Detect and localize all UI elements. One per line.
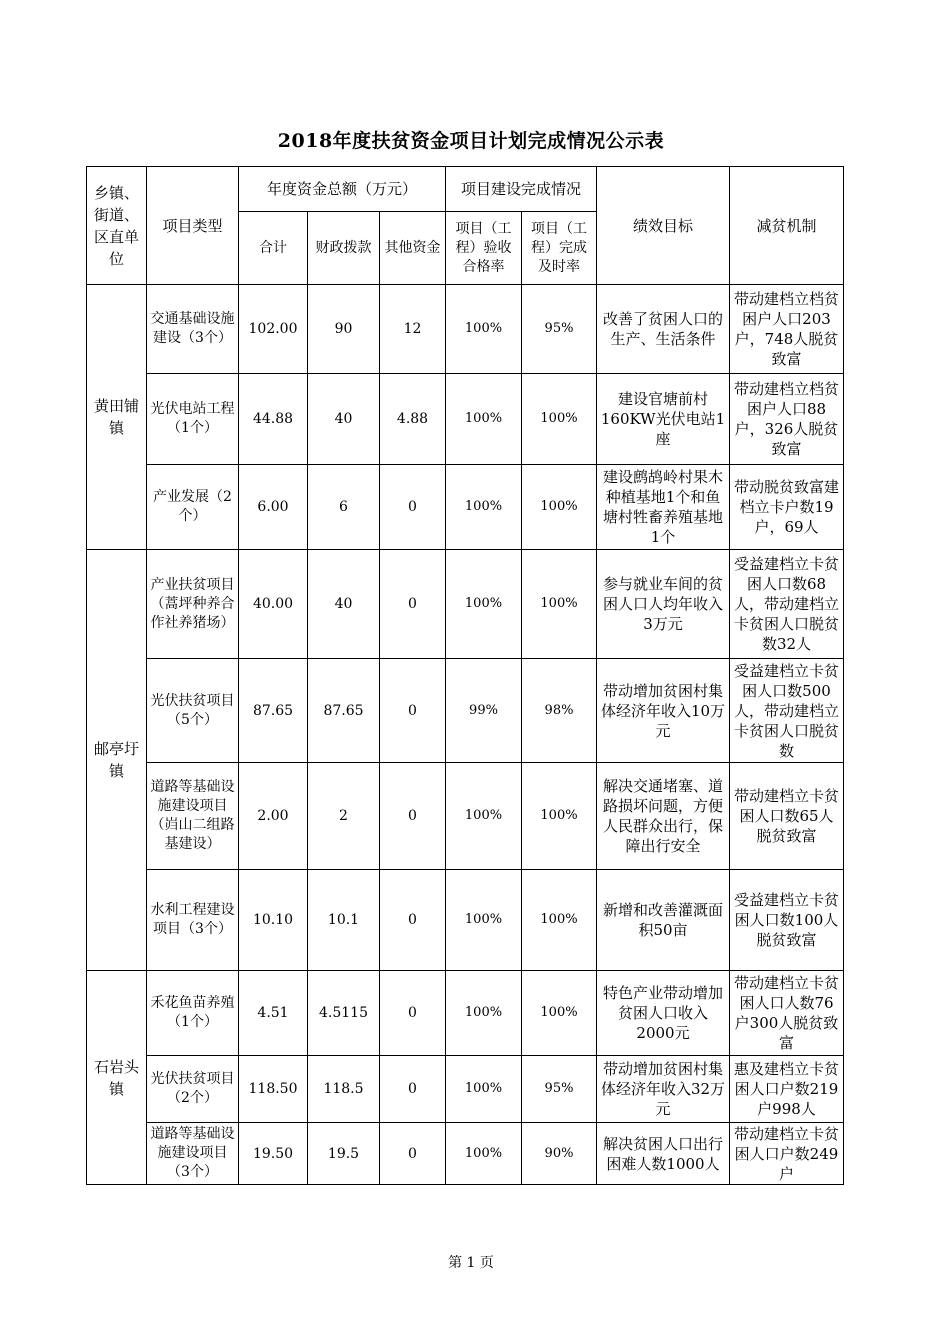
other-amount-cell: 0 [380,659,446,763]
total-amount-cell: 19.50 [239,1123,308,1185]
ontime-rate-cell: 98% [522,659,597,763]
fiscal-amount-cell: 40 [308,374,380,465]
project-type-cell: 交通基础设施建设（3个） [147,285,239,374]
other-amount-cell: 0 [380,971,446,1056]
table-row [87,763,844,870]
header-row-1 [87,167,844,212]
fiscal-amount-cell: 10.1 [308,870,380,971]
other-amount-cell: 0 [380,763,446,870]
project-type-cell: 产业发展（2个） [147,465,239,550]
total-amount-cell: 102.00 [239,285,308,374]
mechanism-cell: 带动建档立档贫困户人口203户，748人脱贫致富 [730,285,844,374]
pass-rate-cell: 100% [446,1123,522,1185]
header-progress-group: 项目建设完成情况 [446,167,597,212]
goal-cell: 解决交通堵塞、道路损坏问题，方便人民群众出行，保障出行安全 [597,763,730,870]
pass-rate-cell: 100% [446,763,522,870]
table-row [87,374,844,465]
goal-cell: 参与就业车间的贫困人口人均年收入3万元 [597,550,730,659]
header-other: 其他资金 [380,212,446,285]
mechanism-cell: 带动脱贫致富建档立卡户数19户，69人 [730,465,844,550]
total-amount-cell: 4.51 [239,971,308,1056]
fiscal-amount-cell: 90 [308,285,380,374]
goal-cell: 特色产业带动增加贫困人口收入2000元 [597,971,730,1056]
header-fund-group: 年度资金总额（万元） [239,167,446,212]
pass-rate-cell: 100% [446,465,522,550]
table-row [87,659,844,763]
mechanism-cell: 受益建档立卡贫困人口数100人脱贫致富 [730,870,844,971]
mechanism-cell: 带动建档立卡贫困人口数65人脱贫致富 [730,763,844,870]
header-total: 合计 [239,212,308,285]
fiscal-amount-cell: 40 [308,550,380,659]
other-amount-cell: 12 [380,285,446,374]
ontime-rate-cell: 100% [522,374,597,465]
town-cell: 石岩头镇 [87,971,147,1185]
project-type-cell: 产业扶贫项目（蒿坪种养合作社养猪场） [147,550,239,659]
ontime-rate-cell: 100% [522,971,597,1056]
mechanism-cell: 带动建档立卡贫困人口户数249户 [730,1123,844,1185]
town-cell: 邮亭圩镇 [87,550,147,971]
ontime-rate-cell: 95% [522,285,597,374]
fiscal-amount-cell: 87.65 [308,659,380,763]
page-number: 第 1 页 [448,1255,494,1271]
ontime-rate-cell: 90% [522,1123,597,1185]
table-row [87,1123,844,1185]
goal-cell: 建设官塘前村160KW光伏电站1座 [597,374,730,465]
goal-cell: 建设鹧鸪岭村果木种植基地1个和鱼塘村牲畜养殖基地1个 [597,465,730,550]
project-type-cell: 光伏扶贫项目（5个） [147,659,239,763]
fiscal-amount-cell: 6 [308,465,380,550]
other-amount-cell: 0 [380,550,446,659]
fiscal-amount-cell: 4.5115 [308,971,380,1056]
total-amount-cell: 87.65 [239,659,308,763]
ontime-rate-cell: 100% [522,763,597,870]
total-amount-cell: 6.00 [239,465,308,550]
header-pass-rate: 项目（工程）验收合格率 [446,212,522,285]
mechanism-cell: 带动建档立卡贫困人口人数76户300人脱贫致富 [730,971,844,1056]
project-type-cell: 道路等基础设施建设项目（岿山二组路基建设） [147,763,239,870]
pass-rate-cell: 100% [446,870,522,971]
other-amount-cell: 4.88 [380,374,446,465]
other-amount-cell: 0 [380,870,446,971]
project-type-cell: 水利工程建设项目（3个） [147,870,239,971]
table-row [87,550,844,659]
ontime-rate-cell: 100% [522,550,597,659]
table-row [87,1056,844,1123]
header-fiscal: 财政拨款 [308,212,380,285]
other-amount-cell: 0 [380,1123,446,1185]
table-row [87,870,844,971]
pass-rate-cell: 100% [446,971,522,1056]
pass-rate-cell: 99% [446,659,522,763]
header-ontime-rate: 项目（工程）完成及时率 [522,212,597,285]
goal-cell: 带动增加贫困村集体经济年收入10万元 [597,659,730,763]
project-type-cell: 道路等基础设施建设项目（3个） [147,1123,239,1185]
project-type-cell: 光伏电站工程（1个） [147,374,239,465]
total-amount-cell: 40.00 [239,550,308,659]
fiscal-amount-cell: 118.5 [308,1056,380,1123]
other-amount-cell: 0 [380,465,446,550]
poverty-fund-table [86,166,844,1185]
mechanism-cell: 惠及建档立卡贫困人口户数219户998人 [730,1056,844,1123]
mechanism-cell: 带动建档立档贫困户人口88户，326人脱贫致富 [730,374,844,465]
header-goal: 绩效目标 [597,167,730,285]
table-row [87,971,844,1056]
pass-rate-cell: 100% [446,1056,522,1123]
pass-rate-cell: 100% [446,374,522,465]
total-amount-cell: 2.00 [239,763,308,870]
header-type: 项目类型 [147,167,239,285]
project-type-cell: 禾花鱼苗养殖（1个） [147,971,239,1056]
town-cell: 黄田铺镇 [87,285,147,550]
ontime-rate-cell: 100% [522,465,597,550]
other-amount-cell: 0 [380,1056,446,1123]
project-type-cell: 光伏扶贫项目（2个） [147,1056,239,1123]
goal-cell: 新增和改善灌溉面积50亩 [597,870,730,971]
goal-cell: 改善了贫困人口的生产、生活条件 [597,285,730,374]
table-row [87,465,844,550]
goal-cell: 解决贫困人口出行困难人数1000人 [597,1123,730,1185]
page-title: 2018年度扶贫资金项目计划完成情况公示表 [277,130,665,152]
pass-rate-cell: 100% [446,285,522,374]
header-mechanism: 减贫机制 [730,167,844,285]
total-amount-cell: 118.50 [239,1056,308,1123]
ontime-rate-cell: 95% [522,1056,597,1123]
table-row [87,285,844,374]
fiscal-amount-cell: 2 [308,763,380,870]
header-town: 乡镇、街道、区直单位 [87,167,147,285]
total-amount-cell: 44.88 [239,374,308,465]
mechanism-cell: 受益建档立卡贫困人口数68人，带动建档立卡贫困人口脱贫数32人 [730,550,844,659]
fiscal-amount-cell: 19.5 [308,1123,380,1185]
goal-cell: 带动增加贫困村集体经济年收入32万元 [597,1056,730,1123]
mechanism-cell: 受益建档立卡贫困人口数500人，带动建档立卡贫困人口脱贫数 [730,659,844,763]
pass-rate-cell: 100% [446,550,522,659]
ontime-rate-cell: 100% [522,870,597,971]
total-amount-cell: 10.10 [239,870,308,971]
